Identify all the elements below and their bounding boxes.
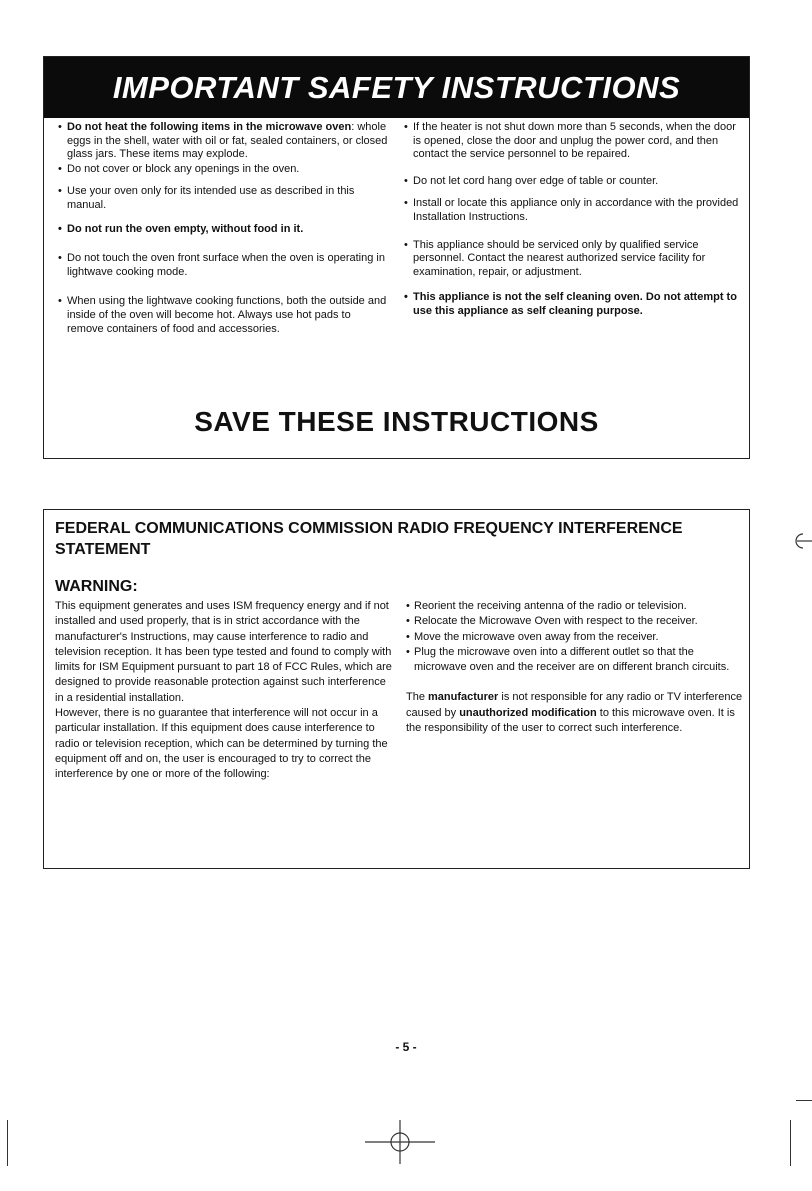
fcc-manufacturer-note [406,690,746,736]
safety-item-install: • Install or locate this appliance only in accordance with the provided Installation Instructions. [404,197,740,224]
safety-item-text: : whole eggs in the shell, water with oil or fat, sealed containers, or closed glass jars. These items may explode. [67,121,388,161]
fcc-note-bold: unauthorized modification [459,706,597,719]
page-number: - 5 - [395,1040,417,1054]
fcc-statement-box [43,509,750,869]
fcc-paragraph-no-guarantee: However, there is no guarantee that interference will not occur in a particular installation. If this equipment does cause interference to radio or television reception, which can be determined by turning the equipment off and on, the user is encouraged to try to correct the interference by one or more of the following: [55,707,388,781]
fcc-note-bold: manufacturer [428,691,499,704]
crop-mark-left [7,1120,8,1166]
fcc-right-column [406,599,746,736]
safety-item-cord: • Do not let cord hang over edge of table or counter. [404,175,740,189]
crop-mark-right-tick [796,1100,812,1101]
safety-item-do-not-cover: • Do not cover or block any openings in the oven. [58,163,388,177]
fcc-note-text: The [406,691,429,704]
fcc-remedy-item: • Plug the microwave oven into a different outlet so that the microwave oven and the receiver are on different branch circuits. [406,645,746,676]
registration-crosshair-icon [365,1120,435,1164]
fcc-note-text: is not responsible for any radio or TV interference caused by [406,691,743,719]
crop-mark-right [790,1120,791,1166]
safety-item-intended-use: • Use your oven only for its intended use as described in this manual. [58,185,388,212]
safety-banner-title: IMPORTANT SAFETY INSTRUCTIONS [44,57,749,118]
safety-item-heater-shutdown: • If the heater is not shut down more than 5 seconds, when the door is opened, close the door and unplug the power cord, and then contact the service personnel to be repaired. [404,121,740,162]
fcc-paragraph-generates: This equipment generates and uses ISM frequency energy and if not installed and used properly, that is in strict accordance with the manufacturer's Instructions, may cause interference to radio and television reception. It has been type tested and found to comply with limits for ISM Equipment pursuant to part 18 of FCC Rules, which are designed to provide reasonable protection against such interference in a residential installation. [55,600,392,704]
safety-left-column [58,121,388,336]
safety-item-do-not-heat [58,121,388,162]
safety-item-lightwave-hot: • When using the lightwave cooking functions, both the outside and inside of the oven will become hot. Always use hot pads to remove containers of food and accessories. [58,295,388,336]
safety-item-service: • This appliance should be serviced only by qualified service personnel. Contact the nearest authorized service facility for examination, repair, or adjustment. [404,239,740,280]
fcc-title: FEDERAL COMMUNICATIONS COMMISSION RADIO FREQUENCY INTERFERENCE STATEMENT [55,520,683,558]
fcc-left-column [55,599,395,783]
fcc-warning-heading: WARNING: [55,578,138,595]
registration-side-mark-icon [794,530,812,552]
fcc-note-text: to this microwave oven. It is the responsibility of the user to correct such interference. [406,706,735,735]
safety-instructions-box [43,56,750,459]
safety-item-do-not-run-empty: • Do not run the oven empty, without food in it. [58,223,388,237]
fcc-remedy-item: • Move the microwave oven away from the receiver. [406,630,746,645]
safety-item-bold-text: Do not heat the following items in the microwave oven [67,121,352,133]
safety-item-not-self-cleaning: • This appliance is not the self cleaning oven. Do not attempt to use this appliance as self cleaning purpose. [404,291,740,318]
fcc-remedy-item: • Reorient the receiving antenna of the radio or television. [406,599,746,614]
fcc-remedy-item: • Relocate the Microwave Oven with respect to the receiver. [406,614,746,629]
save-instructions-heading: SAVE THESE INSTRUCTIONS [194,406,599,437]
safety-item-front-surface: • Do not touch the oven front surface when the oven is operating in lightwave cooking mode. [58,252,388,279]
safety-right-column [404,121,740,319]
